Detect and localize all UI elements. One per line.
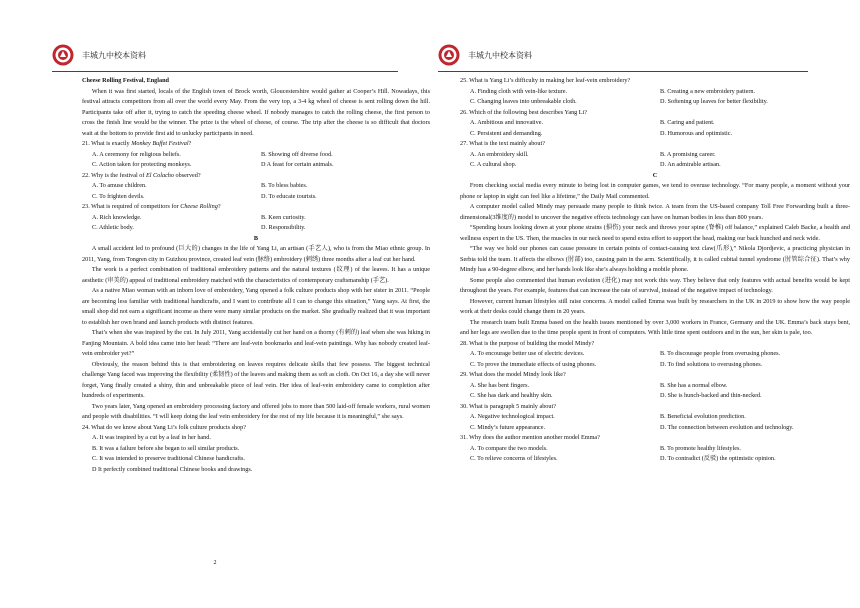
option: B. Creating a new embroidery pattern. bbox=[660, 87, 756, 95]
paragraph: That’s when she was inspired by the cut. In July 2011, Yang accidentally cut her hand on a thorny (有刺的) leaf when she was hiking in Fanjing Mountain. A bold idea came into her head: “There are leaf-vein bookmarks and leaf-vein paintings. Why has nobody created leaf-vein embroider yet?” bbox=[82, 329, 430, 357]
question-27: 27. What is the text mainly about? bbox=[460, 140, 545, 147]
option: A. To amuse children. bbox=[92, 182, 147, 189]
right-content bbox=[460, 76, 850, 465]
school-emblem-icon bbox=[438, 44, 460, 66]
option: D. Humorous and optimistic. bbox=[660, 129, 733, 137]
option: A. A ceremony for religious beliefs. bbox=[92, 150, 181, 158]
paragraph: A small accident led to profound (巨大的) changes in the life of Yang Li, an artisan (手艺人), who is from the Miao ethnic group. In 2011, Yang, from Tongren city in Guizhou province, created leaf vein (脉络) embroidery (刺绣) three months after a leaf cut her hand. bbox=[82, 245, 430, 263]
option: C. To frighten devils. bbox=[92, 192, 145, 200]
option: B. Showing off diverse food. bbox=[261, 150, 333, 158]
option: D A feast for certain animals. bbox=[261, 161, 334, 168]
option: A. An embroidery skill. bbox=[470, 150, 529, 158]
option: A. Negative technological impact. bbox=[470, 413, 555, 420]
option: C. It was intended to preserve traditional Chinese handicrafts. bbox=[92, 455, 245, 462]
question-28: 28. What is the purpose of building the model Mindy? bbox=[460, 339, 595, 347]
right-page bbox=[430, 0, 860, 608]
options-row bbox=[460, 129, 850, 140]
paragraph: The research team built Emma based on the health issues mentioned by over 3,000 workers in France, Germany and the UK. Emma’s back stays bent, and her legs are swollen due to the time people spent in front of computers. With little time spent outdoors and in the sun, her skin is pale, too. bbox=[460, 318, 850, 336]
option: B. Beneficial evolution prediction. bbox=[660, 413, 746, 420]
options-row bbox=[460, 150, 850, 161]
option: D. An admirable artisan. bbox=[660, 161, 721, 168]
options-row bbox=[82, 213, 430, 224]
paragraph: Some people also commented that human evolution (进化) may not work this way. They believe that only features with actual benefits would be kept throughout the years. For example, features that can increase the rate of survival, instead of the negative impact of technology. bbox=[460, 276, 850, 294]
option: C. Action taken for protecting monkeys. bbox=[92, 161, 192, 168]
options-row bbox=[82, 150, 430, 161]
option: D. The connection between evolution and technology. bbox=[660, 423, 794, 431]
question-30: 30. What is paragraph 5 mainly about? bbox=[460, 402, 556, 410]
paragraph: Two years later, Yang opened an embroidery processing factory and offered jobs to more than 500 laid-off female workers, rural women and people with disabilities. “I will keep doing the leaf vein embroidery for the rest of my life because it is meaningful,” she says. bbox=[82, 402, 430, 420]
page-header bbox=[438, 40, 808, 70]
paragraph: The work is a perfect combination of traditional embroidery patterns and the natural textures (纹理) of the leaves. It has a unique aesthetic (审美的) appeal of traditional embroidery matched with the characteristics of contemporary craftsmanship (手艺). bbox=[82, 266, 430, 284]
paragraph: “Spending hours looking down at your phone strains (損伤) your neck and throws your spine (脊椎) off balance,” explained Caleb Backe, a health and wellness expert in the US. Then, the muscles in our neck need to spend extra effort to support the head, making our back hunched and neck wide. bbox=[460, 224, 850, 242]
option: A. Finding cloth with vein-like texture. bbox=[470, 87, 568, 95]
options-row bbox=[460, 412, 850, 423]
options-row bbox=[460, 391, 850, 402]
option: D. Softening up leaves for better flexibility. bbox=[660, 98, 768, 105]
left-content bbox=[82, 76, 430, 475]
options-row bbox=[460, 381, 850, 392]
paragraph: As a native Miao woman with an inborn love of embroidery, Yang opened a folk culture products shop with her sister in 2011. “People are becoming less familiar with traditional handicrafts, and I want to contribute all I can to change this situation,” Yang says. At first, the small shop did not earn a significant income as there were many similar products on the market. She gradually realized that it was important to establish her own brand and launch products with distinct features. bbox=[82, 287, 430, 326]
paragraph: However, current human lifestyles still raise concerns. A model called Emma was built by researchers in the UK in 2019 to show how the way people work at their desks could change them in 20 years. bbox=[460, 297, 850, 315]
header-rule bbox=[438, 71, 808, 72]
paragraph: From checking social media every minute to being lost in computer games, we tend to overuse technology. “For many people, a moment without your phone or laptop in sight can feel like a lifetime,” the Daily Mail commented. bbox=[460, 182, 850, 200]
option: C. To relieve concerns of lifestyles. bbox=[470, 455, 558, 462]
option: C. Persistent and demanding. bbox=[470, 129, 543, 137]
school-name: 丰城九中校本资料 bbox=[468, 50, 532, 60]
header-rule bbox=[52, 71, 398, 72]
question-29: 29. What does the model Mindy look like? bbox=[460, 371, 566, 378]
options-row bbox=[460, 87, 850, 98]
option: B. A promising career. bbox=[660, 150, 716, 158]
options-row bbox=[82, 192, 430, 203]
options-row bbox=[460, 349, 850, 360]
school-name: 丰城九中校本资料 bbox=[82, 50, 146, 60]
question-23: 23. What is required of competitors for Cheese Rolling? bbox=[82, 203, 221, 210]
options-row bbox=[460, 454, 850, 465]
option: A. Ambitious and innovative. bbox=[470, 119, 544, 126]
school-emblem-icon bbox=[52, 44, 74, 66]
page-number: 2 bbox=[213, 560, 217, 566]
options-row bbox=[82, 181, 430, 192]
options-row bbox=[460, 160, 850, 171]
option: A. To encourage better use of electric devices. bbox=[470, 350, 585, 357]
section-label-b: B bbox=[253, 234, 259, 242]
paragraph: “The way we hold our phones can cause pressure in certain points of contact-causing text claw(爪形),” Nikola Djordjevic, a practicing physician in Serbia told the team. It affects the elbows (肘部) too, causing pain in the arm. Scientifically, it is called cubital tunnel syndrome (肘管综合征). That’s why Mindy has a 90-degree elbow, and her hands look like she’s always holding a mobile phone. bbox=[460, 245, 850, 273]
option: A. It was inspired by a cut by a leaf in her hand. bbox=[92, 434, 211, 441]
options-row bbox=[82, 160, 430, 171]
options-row bbox=[460, 118, 850, 129]
question-31: 31. Why does the author mention another model Emma? bbox=[460, 434, 600, 441]
option: A. She has bent fingers. bbox=[470, 381, 530, 389]
option: B. Caring and patient. bbox=[660, 119, 715, 126]
option: D. To educate tourists. bbox=[261, 192, 317, 200]
options-row bbox=[460, 423, 850, 434]
option: C. Athletic body. bbox=[92, 224, 134, 231]
paragraph: Obviously, the reason behind this is that embroidering on leaves requires delicate skills that few possess. The biggest technical challenge Yang faced was improving the flexibility (柔韧性) of the leaves and making them as soft as cloth. On Oct 16, a day she will never forget, Yang finally created a shiny, thin and unbreakable piece of leaf vein. Her idea of leaf-vein embroidery came to completion after hundreds of experiments. bbox=[82, 360, 430, 399]
paragraph: A computer model called Mindy may persuade many people to think twice. A team from the US-based company Toll Free Forwarding built a three-dimensional(3维度的) model to uncover the negative effects technology can have on human bodies in less than 800 years. bbox=[460, 203, 850, 221]
option: B. Keen curiosity. bbox=[261, 213, 306, 221]
option: C. A cultural shop. bbox=[470, 161, 517, 168]
section-label-c: C bbox=[652, 171, 658, 179]
option: B. She has a normal elbow. bbox=[660, 381, 728, 389]
options-row bbox=[460, 444, 850, 455]
option: C. Mindy’s future appearance. bbox=[470, 423, 546, 431]
question-24: 24. What do we know about Yang Li’s folk culture products shop? bbox=[82, 423, 247, 431]
question-25: 25. What is Yang Li’s difficulty in making her leaf-vein embroidery? bbox=[460, 77, 631, 84]
options-row bbox=[460, 360, 850, 371]
option: A. Rich knowledge. bbox=[92, 213, 142, 221]
options-row bbox=[82, 223, 430, 234]
page-header bbox=[52, 40, 398, 70]
option: C. To prove the immediate effects of using phones. bbox=[470, 360, 597, 368]
option: B. To bless babies. bbox=[261, 182, 308, 189]
option: D. To find solutions to overusing phones. bbox=[660, 360, 763, 368]
question-21: 21. What is exactly Monkey Buffet Festival? bbox=[82, 140, 192, 147]
option: B. To promote healthy lifestyles. bbox=[660, 444, 741, 452]
option: D. To contradict (反驳) the optimistic opinion. bbox=[660, 455, 776, 462]
option: D It perfectly combined traditional Chinese books and drawings. bbox=[92, 465, 253, 473]
option: A. To compare the two models. bbox=[470, 444, 548, 452]
option: D. Responsibility. bbox=[261, 224, 306, 231]
option: B. To discourage people from overusing phones. bbox=[660, 350, 781, 357]
options-row bbox=[460, 97, 850, 108]
question-26: 26. Which of the following best describes Yang Li? bbox=[460, 108, 588, 116]
passage-title: Cheese Rolling Festival, England bbox=[82, 77, 169, 84]
question-22: 22. Why is the festival of El Colacho observed? bbox=[82, 171, 201, 179]
option: D. She is hunch-backed and thin-necked. bbox=[660, 392, 762, 399]
paragraph: When it was first started, locals of the English town of Brock worth, Gloucestershire would gather at Cooper’s Hill. Nowadays, this festival attracts competitors from all over the world every May. From the very top, a 3-4 kg wheel of cheese is sent rolling down the hill. Participants take off after it, trying to catch the speeding cheese wheel. If nobody manages to catch the rolling cheese, the first person to cross the finish line would be the winner. The prize is the wheel of cheese, of course. The trip after the cheese is so difficult that doctors wait at the bottom to provide first aid to unlucky participants in need. bbox=[82, 87, 430, 137]
option: B. It was a failure before she began to sell similar products. bbox=[92, 444, 240, 452]
option: C. She has dark and healthy skin. bbox=[470, 392, 553, 399]
option: C. Changing leaves into unbreakable cloth. bbox=[470, 98, 577, 105]
